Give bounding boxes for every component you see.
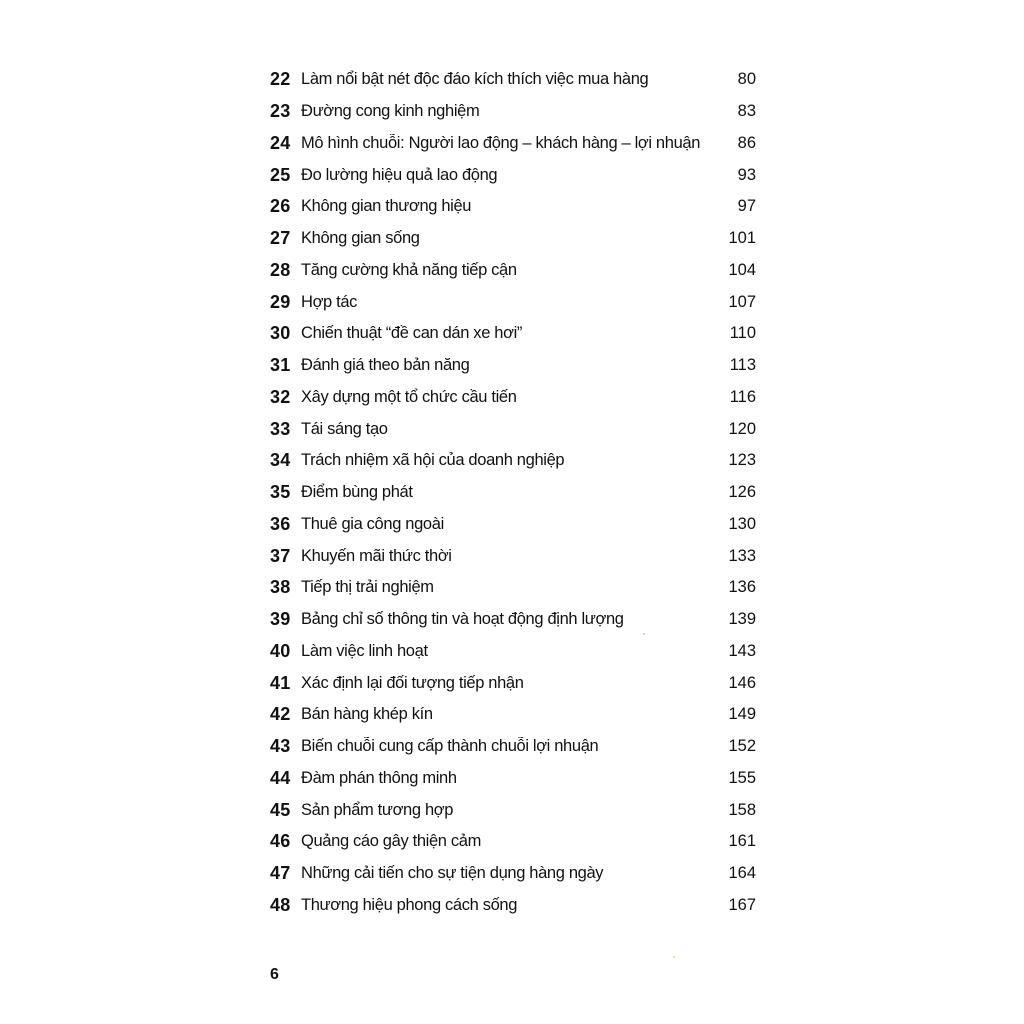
toc-entry — [270, 413, 756, 445]
toc-entry — [270, 509, 756, 541]
paper-speck — [643, 633, 645, 635]
toc-entry-number: 29 — [270, 291, 291, 312]
toc-entry-number: 48 — [270, 894, 291, 915]
toc-entry-title: Thuê gia công ngoài — [301, 514, 444, 533]
toc-entry-page: 123 — [728, 451, 756, 470]
toc-entry — [270, 191, 756, 223]
toc-entry — [270, 826, 756, 858]
toc-entry-number: 38 — [270, 577, 291, 598]
toc-entry — [270, 286, 756, 318]
toc-entry-page: 126 — [728, 483, 756, 502]
toc-entry-number: 27 — [270, 228, 291, 249]
toc-entry-page: 161 — [728, 832, 756, 851]
toc-entry-number: 36 — [270, 513, 291, 534]
toc-entry-title: Thương hiệu phong cách sống — [301, 895, 518, 914]
toc-entry-page: 97 — [737, 197, 756, 216]
table-of-contents — [270, 64, 756, 921]
toc-entry — [270, 477, 756, 509]
toc-entry-title: Xây dựng một tổ chức cầu tiến — [301, 387, 517, 406]
toc-entry — [270, 858, 756, 890]
toc-entry-number: 22 — [270, 69, 291, 90]
toc-entry-page: 93 — [737, 165, 756, 184]
toc-entry-number: 40 — [270, 640, 291, 661]
toc-entry-title: Tăng cường khả năng tiếp cận — [301, 260, 517, 279]
toc-entry-page: 104 — [728, 260, 756, 279]
toc-entry-title: Những cải tiến cho sự tiện dụng hàng ngày — [301, 864, 604, 883]
toc-entry-number: 45 — [270, 799, 291, 820]
toc-entry — [270, 382, 756, 414]
toc-entry-number: 44 — [270, 767, 291, 788]
toc-entry-page: 107 — [728, 292, 756, 311]
toc-entry-title: Trách nhiệm xã hội của doanh nghiệp — [301, 451, 565, 470]
toc-entry — [270, 540, 756, 572]
toc-entry-page: 167 — [728, 895, 756, 914]
toc-entry-page: 120 — [728, 419, 756, 438]
toc-entry-title: Chiến thuật “đề can dán xe hơi” — [301, 324, 523, 343]
toc-entry-page: 164 — [728, 864, 756, 883]
toc-entry-title: Mô hình chuỗi: Người lao động – khách hàng – lợi nhuận — [301, 133, 701, 152]
toc-entry-number: 37 — [270, 545, 291, 566]
toc-entry — [270, 763, 756, 795]
toc-entry-page: 152 — [728, 737, 756, 756]
toc-entry-number: 24 — [270, 132, 291, 153]
toc-entry-title: Tái sáng tạo — [301, 419, 388, 438]
toc-entry-title: Đánh giá theo bản năng — [301, 356, 470, 375]
toc-entry-title: Làm nổi bật nét độc đáo kích thích việc mua hàng — [301, 70, 649, 89]
toc-entry-title: Không gian sống — [301, 229, 420, 248]
toc-entry — [270, 572, 756, 604]
toc-entry — [270, 64, 756, 96]
toc-entry-title: Điểm bùng phát — [301, 483, 413, 502]
toc-entry — [270, 699, 756, 731]
toc-entry — [270, 890, 756, 922]
toc-entry-page: 158 — [728, 800, 756, 819]
toc-entry-number: 33 — [270, 418, 291, 439]
toc-entry-number: 43 — [270, 736, 291, 757]
toc-entry-title: Hợp tác — [301, 292, 358, 311]
toc-entry — [270, 159, 756, 191]
toc-entry-page: 143 — [728, 641, 756, 660]
toc-entry-page: 83 — [737, 102, 756, 121]
toc-entry — [270, 318, 756, 350]
toc-entry-number: 35 — [270, 482, 291, 503]
toc-entry-page: 155 — [728, 768, 756, 787]
toc-entry — [270, 128, 756, 160]
toc-entry-title: Đàm phán thông minh — [301, 768, 457, 787]
toc-entry-page: 113 — [729, 356, 756, 375]
toc-entry — [270, 223, 756, 255]
toc-entry-number: 41 — [270, 672, 291, 693]
toc-entry-title: Bảng chỉ số thông tin và hoạt động định lượng — [301, 610, 624, 629]
toc-entry-page: 139 — [728, 610, 756, 629]
toc-entry-page: 146 — [728, 673, 756, 692]
toc-entry-page: 136 — [728, 578, 756, 597]
toc-entry — [270, 731, 756, 763]
toc-entry-number: 28 — [270, 259, 291, 280]
toc-entry-title: Tiếp thị trải nghiệm — [301, 578, 434, 597]
toc-entry-title: Làm việc linh hoạt — [301, 641, 428, 660]
toc-entry — [270, 255, 756, 287]
toc-entry-number: 42 — [270, 704, 291, 725]
toc-entry-title: Đường cong kinh nghiệm — [301, 102, 480, 121]
toc-entry-number: 39 — [270, 609, 291, 630]
toc-entry — [270, 350, 756, 382]
toc-entry-number: 46 — [270, 831, 291, 852]
toc-entry — [270, 667, 756, 699]
toc-entry-number: 32 — [270, 386, 291, 407]
paper-speck — [673, 956, 675, 958]
toc-entry — [270, 794, 756, 826]
toc-entry-title: Biến chuỗi cung cấp thành chuỗi lợi nhuận — [301, 737, 599, 756]
toc-entry-page: 116 — [729, 387, 756, 406]
toc-entry-page: 80 — [737, 70, 756, 89]
toc-entry-title: Đo lường hiệu quả lao động — [301, 165, 498, 184]
toc-entry-title: Không gian thương hiệu — [301, 197, 472, 216]
toc-entry — [270, 445, 756, 477]
toc-entry-page: 149 — [728, 705, 756, 724]
toc-entry-page: 130 — [728, 514, 756, 533]
toc-entry-title: Khuyến mãi thức thời — [301, 546, 452, 565]
toc-entry-title: Quảng cáo gây thiện cảm — [301, 832, 481, 851]
toc-entry-number: 34 — [270, 450, 291, 471]
toc-entry-title: Bán hàng khép kín — [301, 705, 433, 724]
page-number: 6 — [270, 966, 279, 983]
toc-entry — [270, 636, 756, 668]
toc-entry-page: 110 — [729, 324, 756, 343]
toc-entry-number: 47 — [270, 863, 291, 884]
toc-entry — [270, 96, 756, 128]
toc-entry — [270, 604, 756, 636]
toc-entry-title: Sản phẩm tương hợp — [301, 800, 454, 819]
toc-entry-number: 30 — [270, 323, 291, 344]
toc-entry-number: 23 — [270, 101, 291, 122]
toc-entry-number: 26 — [270, 196, 291, 217]
toc-entry-number: 25 — [270, 164, 291, 185]
toc-entry-page: 133 — [728, 546, 756, 565]
toc-entry-number: 31 — [270, 355, 291, 376]
toc-entry-page: 86 — [737, 133, 756, 152]
toc-entry-title: Xác định lại đối tượng tiếp nhận — [301, 673, 524, 692]
toc-entry-page: 101 — [728, 229, 756, 248]
